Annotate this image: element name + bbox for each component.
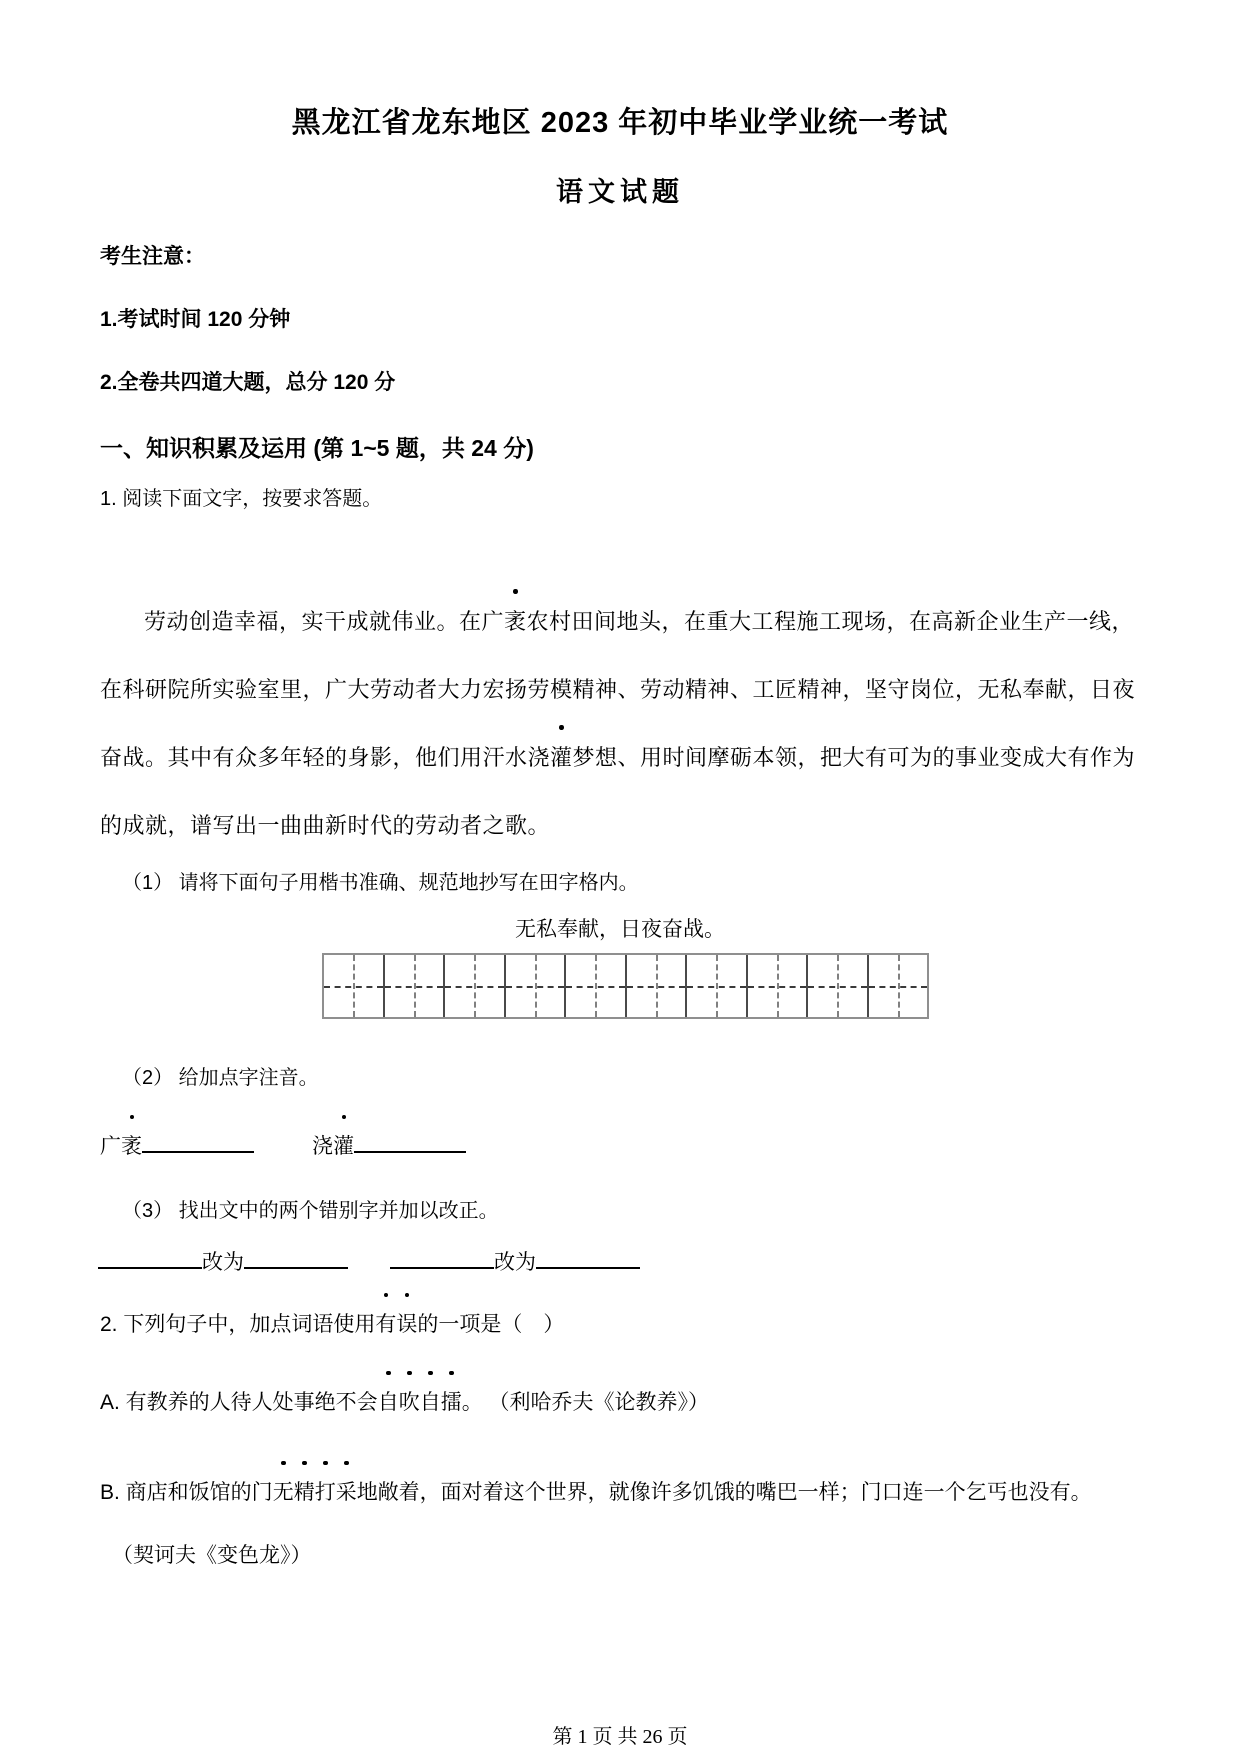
sub-question-2-label: （2） 给加点字注音。 [122,1067,319,1089]
sub-question-3-label: （3） 找出文中的两个错别字并加以改正。 [122,1200,499,1222]
question-2-option-b-source: （契诃夫《变色龙》） [112,1544,312,1567]
answer-blank [244,1249,348,1269]
correction-answer-line: 改为 改为 [98,1246,640,1276]
copy-sentence: 无私奉献，日夜奋战。 [515,918,725,941]
tianzige-cell [445,955,506,1017]
notice-item-1: 1.考试时间 120 分钟 [100,308,291,331]
answer-blank [142,1133,254,1153]
tianzige-cell [324,955,385,1017]
question-2-option-a: A. 有教养的人待人处事绝不会自吹自擂。 （利哈乔夫《论教养》） [100,1386,709,1416]
question-2-stem: 2. 下列句子中，加点词语使用有误的一项是（ ） [100,1308,564,1338]
tianzige-cell [506,955,567,1017]
page-footer: 第 1 页 共 26 页 [552,1726,688,1748]
notice-item-2: 2.全卷共四道大题，总分 120 分 [100,371,396,394]
paragraph-line-2: 在科研院所实验室里，广大劳动者大力宏扬劳模精神、劳动精神、工匠精神，坚守岗位，无私奉献，日夜 [100,677,1136,702]
question-1-intro: 1. 阅读下面文字，按要求答题。 [100,488,383,510]
question-2-option-b: B. 商店和饭馆的门无精打采地敞着，面对着这个世界，就像许多饥饿的嘴巴一样；门口连一个乞丐也没有。 [100,1476,1092,1506]
tianzige-cell [627,955,688,1017]
paragraph-line-4: 的成就，谱写出一曲曲新时代的劳动者之歌。 [100,813,551,838]
tianzige-cell [566,955,627,1017]
doc-subtitle: 语文试题 [556,177,684,207]
tianzige-cell [385,955,446,1017]
paragraph-line-1: 劳动创造幸福，实干成就伟业。在广袤农村田间地头，在重大工程施工现场，在高新企业生产一线， [100,605,1134,636]
tianzige-cell [808,955,869,1017]
answer-blank [390,1249,494,1269]
tianzige-cell [869,955,928,1017]
section-1-heading: 一、知识积累及运用 (第 1~5 题，共 24 分) [100,435,534,461]
sub-question-1-label: （1） 请将下面句子用楷书准确、规范地抄写在田字格内。 [122,872,639,894]
tianzige-cell [687,955,748,1017]
tianzige-cell [748,955,809,1017]
answer-blank [536,1249,640,1269]
answer-blank [98,1249,202,1269]
pinyin-answer-line: 广袤 浇灌 [100,1130,466,1160]
doc-title: 黑龙江省龙东地区 2023 年初中毕业学业统一考试 [291,107,949,139]
answer-blank [354,1133,466,1153]
paragraph-line-3: 奋战。其中有众多年轻的身影，他们用汗水浇灌梦想、用时间摩砺本领，把大有可为的事业变成大有作为 [100,741,1135,772]
notice-heading: 考生注意： [100,245,205,268]
tianzige-grid [322,953,929,1019]
